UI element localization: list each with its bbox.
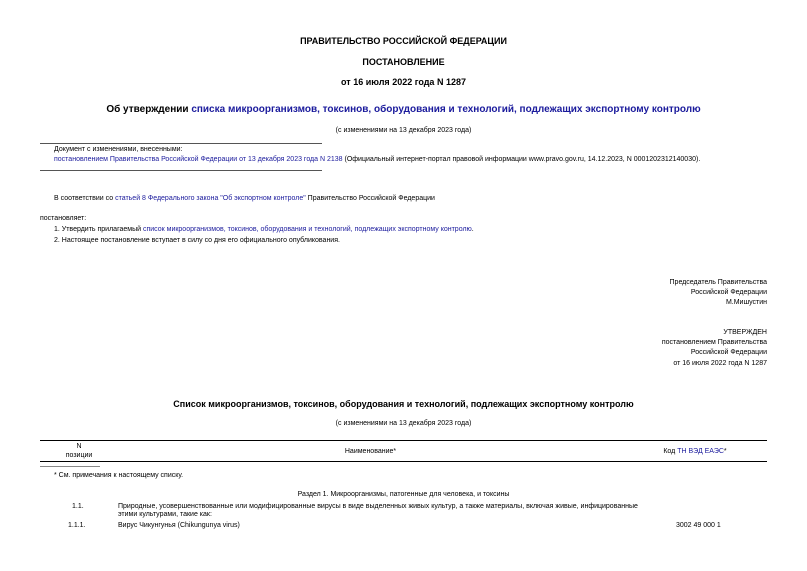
changes-intro: Документ с изменениями, внесенными: (54, 146, 183, 153)
list-title: Список микроорганизмов, токсинов, оборудования и технологий, подлежащих экспортному контролю (173, 399, 634, 409)
row-2-code: 3002 49 000 1 (676, 522, 721, 529)
preamble-prefix: В соответствии со (54, 195, 116, 202)
code-suffix: * (723, 447, 727, 455)
approved-line-2: постановлением Правительства (661, 339, 767, 346)
list-amend-note: (с изменениями на 13 декабря 2023 года) (335, 420, 472, 427)
approved-line-4: от 16 июля 2022 года N 1287 (673, 360, 767, 367)
changes-top-rule (40, 143, 322, 144)
decides-label: постановляет: (40, 215, 87, 222)
changes-link[interactable]: постановлением Правительства Российской Федерации от 13 декабря 2023 года N 2138 (54, 156, 343, 163)
footnote: * См. примечания к настоящему списку. (54, 472, 184, 479)
signature-line-3: М.Мишустин (725, 299, 767, 306)
section-1-title: Раздел 1. Микроорганизмы, патогенные для человека, и токсины (297, 491, 510, 498)
amend-note: (с изменениями на 13 декабря 2023 года) (335, 127, 472, 134)
footnote-rule (40, 466, 100, 467)
column-header-code (623, 441, 767, 462)
item-1-link[interactable]: список микроорганизмов, токсинов, оборудования и технологий, подлежащих экспортному контролю (142, 226, 472, 233)
row-1-text-line-2: этими культурами, такие как: (118, 511, 212, 518)
column-header-number (40, 441, 118, 462)
title-link[interactable]: списка микроорганизмов, токсинов, оборудования и технологий, подлежащих экспортному контролю (191, 104, 701, 115)
changes-bottom-rule (40, 170, 322, 171)
column-header-number-line2: позиции (65, 452, 93, 459)
row-1-number: 1.1. (72, 503, 84, 510)
changes-rest: (Официальный интернет-портал правовой информации www.pravo.gov.ru, 14.12.2023, N 0001202312140030). (342, 156, 701, 163)
header-date-number: от 16 июля 2022 года N 1287 (341, 77, 466, 87)
column-header-name: Наименование* (118, 441, 623, 462)
document-title (0, 104, 807, 116)
preamble-link[interactable]: статьей 8 Федерального закона "Об экспортном контроле" (115, 195, 306, 202)
changes-text (54, 155, 700, 164)
approved-line-3: Российской Федерации (690, 349, 767, 356)
row-2-number: 1.1.1. (68, 522, 86, 529)
signature-line-2: Российской Федерации (690, 289, 767, 296)
code-link[interactable]: ТН ВЭД ЕАЭС (677, 447, 724, 455)
column-header-number-line1: N (76, 443, 82, 450)
approved-line-1: УТВЕРЖДЕН (723, 329, 767, 336)
preamble-suffix: Правительство Российской Федерации (305, 195, 435, 202)
signature-line-1: Председатель Правительства (669, 279, 767, 286)
header-org: ПРАВИТЕЛЬСТВО РОССИЙСКОЙ ФЕДЕРАЦИИ (300, 36, 507, 46)
list-table-header (40, 440, 767, 462)
item-1-prefix: 1. Утвердить прилагаемый (54, 226, 143, 233)
header-doc-type: ПОСТАНОВЛЕНИЕ (362, 57, 445, 67)
item-1 (54, 225, 474, 234)
item-1-suffix: . (471, 226, 474, 233)
title-prefix: Об утверждении (106, 104, 192, 115)
row-1-text-line-1: Природные, усовершенствованные или модифицированные вирусы в виде выделенных живых культур, а также материалы, включая живые, инфицированные (118, 503, 638, 510)
preamble (54, 194, 435, 203)
row-2-text: Вирус Чикунгунья (Chikungunya virus) (118, 522, 240, 529)
code-prefix: Код (663, 447, 678, 455)
item-2: 2. Настоящее постановление вступает в силу со дня его официального опубликования. (54, 237, 340, 244)
